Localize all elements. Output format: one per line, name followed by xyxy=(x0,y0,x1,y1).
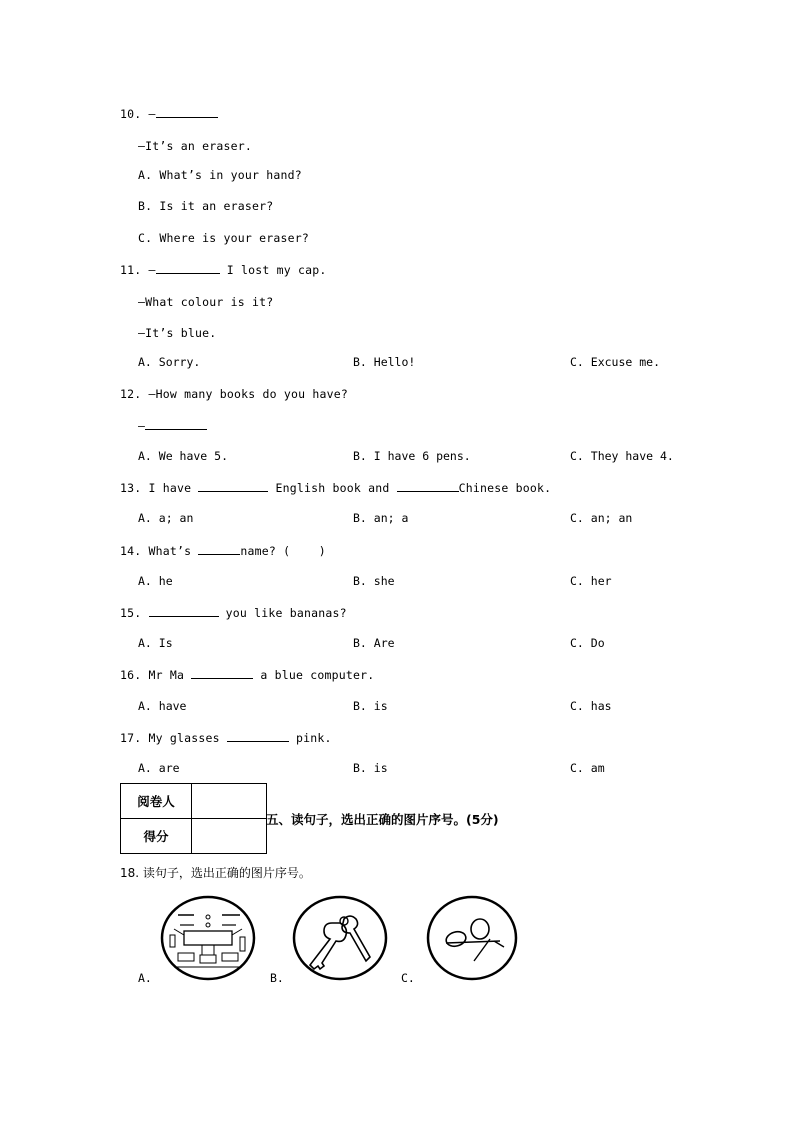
section-title: 五、读句子，选出正确的图片序号。(5分) xyxy=(266,812,499,827)
question-13-stem: 13. I have English book and Chinese book. xyxy=(120,481,552,495)
glasses-icon xyxy=(424,895,520,981)
answer-blank[interactable] xyxy=(397,480,459,492)
question-17-option-b: B. is xyxy=(353,761,388,775)
answer-blank[interactable] xyxy=(156,262,220,274)
question-16-option-b: B. is xyxy=(353,699,388,713)
question-11-option-b: B. Hello! xyxy=(353,355,416,369)
question-12-option-c: C. They have 4. xyxy=(570,449,674,463)
grader-label: 阅卷人 xyxy=(121,784,192,819)
question-10-option-c: C. Where is your eraser? xyxy=(138,231,309,245)
question-17-stem: 17. My glasses pink. xyxy=(120,731,332,745)
question-10-option-a: A. What’s in your hand? xyxy=(138,168,302,182)
answer-blank[interactable] xyxy=(198,543,240,555)
picture-b-label: B. xyxy=(270,971,284,985)
picture-a-label: A. xyxy=(138,971,152,985)
question-11-option-a: A. Sorry. xyxy=(138,355,201,369)
question-17-option-a: A. are xyxy=(138,761,180,775)
question-15-option-a: A. Is xyxy=(138,636,173,650)
score-cell[interactable] xyxy=(192,819,267,854)
answer-blank[interactable] xyxy=(198,480,268,492)
question-14-option-b: B. she xyxy=(353,574,395,588)
question-15-option-c: C. Do xyxy=(570,636,605,650)
question-12-option-a: A. We have 5. xyxy=(138,449,229,463)
question-13-option-a: A. a; an xyxy=(138,511,194,525)
question-16-option-a: A. have xyxy=(138,699,187,713)
question-10-option-b: B. Is it an eraser? xyxy=(138,199,274,213)
question-10-stem: 10. — xyxy=(120,106,218,121)
question-14-option-c: C. her xyxy=(570,574,612,588)
question-11-line-1: —What colour is it? xyxy=(138,295,274,309)
answer-blank[interactable] xyxy=(156,106,218,118)
question-11-option-c: C. Excuse me. xyxy=(570,355,661,369)
question-12-answer-line: — xyxy=(138,418,207,433)
answer-blank[interactable] xyxy=(149,605,219,617)
question-11-line-2: —It’s blue. xyxy=(138,326,217,340)
answer-blank[interactable] xyxy=(145,418,207,430)
answer-blank[interactable] xyxy=(227,730,289,742)
question-15-option-b: B. Are xyxy=(353,636,395,650)
question-14-option-a: A. he xyxy=(138,574,173,588)
answer-blank[interactable] xyxy=(191,667,253,679)
question-11-stem: 11. — I lost my cap. xyxy=(120,263,327,277)
question-18-stem: 18. 读句子，选出正确的图片序号。 xyxy=(120,866,311,880)
question-17-option-c: C. am xyxy=(570,761,605,775)
score-table xyxy=(120,783,267,854)
question-14-stem: 14. What’s name? ( ) xyxy=(120,544,326,558)
grader-cell[interactable] xyxy=(192,784,267,819)
picture-c-label: C. xyxy=(401,971,415,985)
question-15-stem: 15. you like bananas? xyxy=(120,606,347,620)
question-13-option-b: B. an; a xyxy=(353,511,409,525)
question-16-stem: 16. Mr Ma a blue computer. xyxy=(120,668,375,682)
question-12-option-b: B. I have 6 pens. xyxy=(353,449,471,463)
question-13-option-c: C. an; an xyxy=(570,511,633,525)
score-label: 得分 xyxy=(121,819,192,854)
keys-icon xyxy=(292,895,388,981)
question-12-stem: 12. —How many books do you have? xyxy=(120,387,348,401)
question-10-line: —It’s an eraser. xyxy=(138,139,252,153)
classroom-icon xyxy=(160,895,256,981)
question-16-option-c: C. has xyxy=(570,699,612,713)
